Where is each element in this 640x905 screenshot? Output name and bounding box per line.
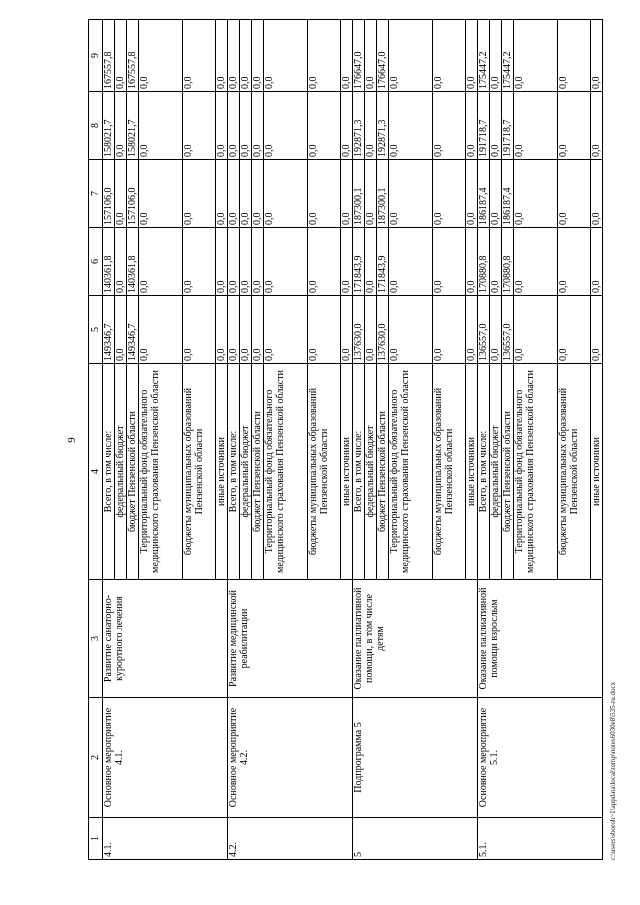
value-cell: 0,0 [466,160,478,228]
value-cell: 0,0 [490,228,502,296]
table-row [353,20,365,860]
source-label: Территориальный фонд обязательного медицинского страхования Пензенской области [514,364,558,580]
value-cell: 0,0 [139,20,183,92]
value-cell: 0,0 [558,20,591,92]
row-name: Оказание паллиативной помощи взрослым [478,580,603,698]
value-cell: 167557,8 [103,20,115,92]
value-cell: 0,0 [240,92,252,160]
value-cell: 0,0 [252,160,264,228]
source-label: Территориальный фонд обязательного медицинского страхования Пензенской области [139,364,183,580]
value-cell: 0,0 [216,92,228,160]
value-cell: 0,0 [252,296,264,364]
row-code: 5 [353,818,478,860]
source-label: бюджет Пензенской области [127,364,139,580]
value-cell: 0,0 [264,92,308,160]
value-cell: 0,0 [433,20,466,92]
value-cell: 136557,0 [478,296,490,364]
value-cell: 0,0 [216,160,228,228]
value-cell: 187300,1 [377,160,389,228]
source-label: федеральный бюджет [365,364,377,580]
value-cell: 0,0 [514,20,558,92]
value-cell: 0,0 [591,296,603,364]
value-cell: 0,0 [591,92,603,160]
source-label: Территориальный фонд обязательного медицинского страхования Пензенской области [389,364,433,580]
value-cell: 0,0 [308,160,341,228]
value-cell: 0,0 [389,160,433,228]
value-cell: 0,0 [139,160,183,228]
value-cell: 157106,0 [127,160,139,228]
value-cell: 0,0 [308,228,341,296]
header-cell: 5 [89,296,103,364]
value-cell: 0,0 [139,296,183,364]
value-cell: 0,0 [433,92,466,160]
value-cell: 0,0 [389,228,433,296]
value-cell: 186187,4 [478,160,490,228]
row-code: 4.2. [228,818,353,860]
value-cell: 0,0 [433,160,466,228]
value-cell: 0,0 [365,228,377,296]
value-cell: 0,0 [591,160,603,228]
value-cell: 0,0 [216,20,228,92]
value-cell: 0,0 [183,228,216,296]
value-cell: 0,0 [183,20,216,92]
value-cell: 0,0 [115,228,127,296]
value-cell: 176647,0 [377,20,389,92]
value-cell: 0,0 [228,228,240,296]
row-code: 4.1. [103,818,228,860]
footer-file-path: c:\users\sboroh~1\appdata\local\temp\notes6030e8\535-ru.docx [609,681,617,860]
header-cell: 8 [89,92,103,160]
value-cell: 0,0 [240,296,252,364]
value-cell: 0,0 [139,228,183,296]
value-cell: 137630,0 [377,296,389,364]
value-cell: 171843,9 [353,228,365,296]
value-cell: 0,0 [490,296,502,364]
header-cell: 7 [89,160,103,228]
source-label: бюджеты муниципальных образований Пензенской области [308,364,341,580]
row-type: Основное мероприятие 5.1. [478,698,603,818]
value-cell: 0,0 [341,296,353,364]
value-cell: 0,0 [365,92,377,160]
value-cell: 0,0 [466,92,478,160]
value-cell: 136557,0 [502,296,514,364]
value-cell: 0,0 [115,20,127,92]
value-cell: 0,0 [591,20,603,92]
header-cell: 2 [89,698,103,818]
value-cell: 191718,7 [478,92,490,160]
value-cell: 0,0 [183,92,216,160]
value-cell: 0,0 [183,160,216,228]
value-cell: 0,0 [252,92,264,160]
value-cell: 187300,1 [353,160,365,228]
value-cell: 191718,7 [502,92,514,160]
rotated-content [60,20,635,860]
value-cell: 0,0 [115,160,127,228]
source-label: иные источники [341,364,353,580]
table-row [228,20,240,860]
value-cell: 0,0 [308,296,341,364]
row-code: 5.1. [478,818,603,860]
source-label: Всего, в том числе: [228,364,240,580]
value-cell: 0,0 [591,228,603,296]
value-cell: 0,0 [341,228,353,296]
source-label: бюджет Пензенской области [252,364,264,580]
value-cell: 0,0 [308,20,341,92]
value-cell: 140361,8 [127,228,139,296]
value-cell: 192871,3 [377,92,389,160]
source-label: Всего, в том числе: [103,364,115,580]
value-cell: 0,0 [216,296,228,364]
value-cell: 171843,9 [377,228,389,296]
value-cell: 0,0 [389,296,433,364]
source-label: федеральный бюджет [240,364,252,580]
value-cell: 170880,8 [502,228,514,296]
row-name: Оказание паллиативной помощи, в том числе детям [353,580,478,698]
value-cell: 0,0 [228,92,240,160]
value-cell: 0,0 [389,92,433,160]
value-cell: 0,0 [558,296,591,364]
value-cell: 170880,8 [478,228,490,296]
source-label: бюджеты муниципальных образований Пензенской области [183,364,216,580]
value-cell: 158021,7 [127,92,139,160]
source-label: Всего, в том числе: [353,364,365,580]
value-cell: 0,0 [514,160,558,228]
value-cell: 137630,0 [353,296,365,364]
value-cell: 0,0 [264,160,308,228]
value-cell: 176647,0 [353,20,365,92]
value-cell: 0,0 [252,20,264,92]
value-cell: 158021,7 [103,92,115,160]
value-cell: 0,0 [240,228,252,296]
value-cell: 149346,7 [103,296,115,364]
value-cell: 175447,2 [478,20,490,92]
header-cell: 6 [89,228,103,296]
header-cell: 9 [89,20,103,92]
table-row [478,20,490,860]
value-cell: 0,0 [139,92,183,160]
value-cell: 167557,8 [127,20,139,92]
source-label: иные источники [216,364,228,580]
source-label: иные источники [591,364,603,580]
value-cell: 0,0 [252,228,264,296]
value-cell: 0,0 [558,228,591,296]
row-type: Основное мероприятие 4.1. [103,698,228,818]
value-cell: 0,0 [514,228,558,296]
value-cell: 0,0 [264,228,308,296]
value-cell: 0,0 [514,92,558,160]
source-label: бюджеты муниципальных образований Пензенской области [433,364,466,580]
row-type: Подпрограмма 5 [353,698,478,818]
value-cell: 140361,8 [103,228,115,296]
source-label: бюджет Пензенской области [502,364,514,580]
source-label: иные источники [466,364,478,580]
source-label: федеральный бюджет [115,364,127,580]
table-row [103,20,115,860]
value-cell: 175447,2 [502,20,514,92]
row-name: Развитие медицинской реабилитации [228,580,353,698]
value-cell: 0,0 [240,160,252,228]
source-label: бюджет Пензенской области [377,364,389,580]
header-row [89,20,103,860]
value-cell: 0,0 [308,92,341,160]
value-cell: 157106,0 [103,160,115,228]
page-number: 9 [66,437,78,443]
header-cell: 3 [89,580,103,698]
value-cell: 0,0 [228,296,240,364]
source-label: бюджеты муниципальных образований Пензенской области [558,364,591,580]
value-cell: 0,0 [216,228,228,296]
value-cell: 0,0 [341,20,353,92]
value-cell: 0,0 [341,92,353,160]
source-label: Всего, в том числе: [478,364,490,580]
value-cell: 0,0 [433,228,466,296]
source-label: федеральный бюджет [490,364,502,580]
value-cell: 0,0 [264,296,308,364]
value-cell: 0,0 [433,296,466,364]
value-cell: 0,0 [365,160,377,228]
value-cell: 186187,4 [502,160,514,228]
value-cell: 0,0 [514,296,558,364]
value-cell: 0,0 [115,296,127,364]
value-cell: 0,0 [365,296,377,364]
value-cell: 0,0 [240,20,252,92]
funding-table [88,19,603,860]
value-cell: 149346,7 [127,296,139,364]
value-cell: 0,0 [228,160,240,228]
value-cell: 0,0 [341,160,353,228]
value-cell: 0,0 [558,160,591,228]
row-type: Основное мероприятие 4.2. [228,698,353,818]
value-cell: 0,0 [466,20,478,92]
row-name: Развитие санаторно-курортного лечения [103,580,228,698]
value-cell: 0,0 [466,228,478,296]
value-cell: 0,0 [115,92,127,160]
value-cell: 0,0 [466,296,478,364]
value-cell: 0,0 [228,20,240,92]
value-cell: 0,0 [183,296,216,364]
value-cell: 0,0 [490,92,502,160]
header-cell: 1 [89,818,103,860]
value-cell: 0,0 [490,160,502,228]
value-cell: 0,0 [365,20,377,92]
value-cell: 192871,3 [353,92,365,160]
value-cell: 0,0 [490,20,502,92]
source-label: Территориальный фонд обязательного медицинского страхования Пензенской области [264,364,308,580]
header-cell: 4 [89,364,103,580]
value-cell: 0,0 [558,92,591,160]
value-cell: 0,0 [264,20,308,92]
value-cell: 0,0 [389,20,433,92]
